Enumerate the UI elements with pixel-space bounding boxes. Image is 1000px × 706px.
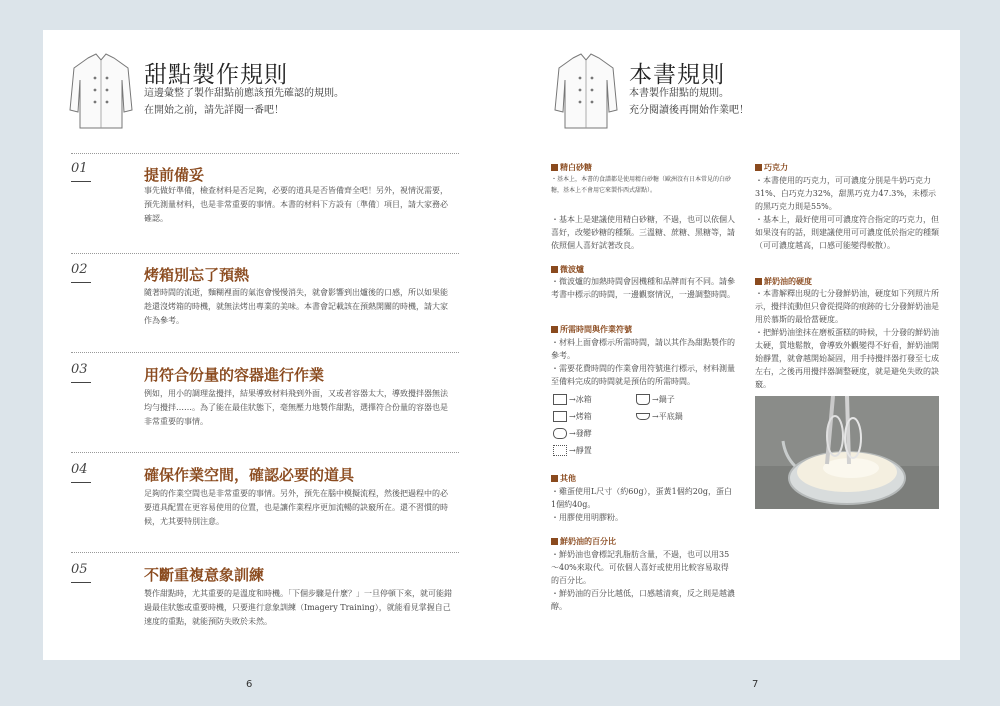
rule-body: ・材料上面會標示所需時間，請以其作為甜點製作的參考。 ・需要花費時間的作業會用符號進行標示，材料測量至備料完成的時間就是預估的所需時間。 (551, 338, 735, 386)
bottom-margin (0, 660, 1000, 706)
rule-heading (755, 162, 788, 173)
icon-legend-item (553, 411, 592, 422)
icon-legend-label: →發酵 (569, 429, 592, 438)
whipped-cream-photo (755, 396, 939, 509)
page-subtitle (144, 85, 344, 119)
rule-heading-text: 所需時間與作業符號 (560, 325, 632, 334)
left-margin (0, 0, 43, 706)
section-number: 03 (71, 362, 88, 377)
rule-heading (551, 536, 616, 547)
rule-heading-text: 微波爐 (560, 265, 584, 274)
subtitle-line: 在開始之前，請先詳閱一番吧！ (144, 105, 284, 116)
rule-heading (551, 264, 584, 275)
section-body: 事先做好準備，檢查材料是否足夠，必要的道具是否皆備齊全吧！另外，視情況需要，預先測量材料，也是非常重要的事情。本書的材料下方設有〔準備〕項目，請大家務必確認。 (144, 186, 448, 223)
icon-legend-item (553, 428, 592, 439)
rule-heading-text: 巧克力 (764, 163, 788, 172)
section-title: 烤箱別忘了預熱 (144, 266, 250, 284)
section-title: 不斷重複意象訓練 (144, 566, 265, 584)
bullet-square-icon (551, 164, 558, 171)
top-margin (0, 0, 1000, 30)
rest-icon (553, 445, 567, 456)
pan-icon (636, 413, 650, 420)
fridge-icon (553, 394, 567, 405)
icon-legend-label: →靜置 (569, 446, 592, 455)
oven-icon (553, 411, 567, 422)
rule-heading (551, 473, 576, 484)
rule-body: ・本書解釋出現的七分發鮮奶油，硬度如下列照片所示，攪拌流動但只會從提降的痕跡的七分發鮮奶油是用於慕斯的最恰當硬度。 ・把鮮奶油塗抹在磨板蛋糕的時候，十分發的鮮奶油太硬，質地鬆散，會導致外觀變得不好看，鮮奶油開始靜置，就會越開始凝固，用手持攪拌器打發至七成左右，之後再用攪拌器調整硬度，就是避免失敗的訣竅。 (755, 289, 939, 389)
section-divider (71, 452, 459, 453)
bullet-square-icon (551, 326, 558, 333)
pot-icon (636, 394, 650, 405)
icon-legend-label: →鍋子 (652, 395, 675, 404)
bullet-square-icon (551, 538, 558, 545)
bullet-square-icon (755, 278, 762, 285)
bullet-square-icon (755, 164, 762, 171)
rule-body: ・鮮奶油也會標記乳脂肪含量，不過，也可以用35～40%來取代。可依個人喜好或使用比較容易取得的百分比。 ・鮮奶油的百分比越低，口感越清爽，反之則是越濃醇。 (551, 550, 735, 611)
rule-body: ・本書使用的巧克力，可可濃度分別是牛奶巧克力31%、白巧克力32%，甜黑巧克力47.3%，未標示的黑巧克力則是55%。 ・基本上，最好使用可可濃度符合指定的巧克力，但如果沒有的話，則建議使用可可濃度低於指定的種類（可可濃度越高，口感可能變得較散）。 (755, 176, 939, 250)
section-number: 05 (71, 562, 88, 577)
section-title: 提前備妥 (144, 166, 205, 184)
section-body: 足夠的作業空間也是非常重要的事情。另外，預先在腦中模擬流程，然後把過程中的必要道具配置在更容易使用的位置，也是讓作業程序更加流暢的訣竅所在。還不習慣的時候，尤其要特別注意。 (144, 489, 448, 526)
section-number-underline (71, 282, 91, 283)
proofing-icon (553, 428, 567, 439)
section-title: 確保作業空間，確認必要的道具 (144, 466, 355, 484)
icon-legend-label: →烤箱 (569, 412, 592, 421)
rule-heading-text: 其他 (560, 474, 576, 483)
rule-heading (755, 276, 812, 287)
page-title: 甜點製作規則 (144, 62, 288, 88)
icon-legend-item (636, 411, 683, 422)
section-divider (71, 352, 459, 353)
chef-jacket-icon (553, 50, 619, 132)
rule-heading (551, 324, 632, 335)
page-number: 7 (752, 679, 759, 690)
icon-legend-item (553, 394, 592, 405)
section-number: 01 (71, 161, 88, 176)
rule-body: ・雞蛋使用L尺寸（約60g），蛋黃1個約20g，蛋白1個約40g。 ・用膠使用明膠粉。 (551, 487, 733, 522)
subtitle-line: 本書製作甜點的規則。 (629, 88, 729, 99)
icon-legend-label: →冰箱 (569, 395, 592, 404)
page-subtitle (629, 85, 749, 119)
subtitle-line: 這邊彙整了製作甜點前應該預先確認的規則。 (144, 88, 344, 99)
rule-body: ・基本上，本書的食譜都是使用精白砂糖（歐洲沒有日本常見的白砂糖，基本上不會用它來製作西式甜點）。 (551, 176, 732, 194)
section-number-underline (71, 482, 91, 483)
rule-body: ・微波爐的加熱時間會因機種和品牌而有不同。請參考書中標示的時間，一邊觀察情況，一邊調整時間。 (551, 277, 735, 299)
section-divider (71, 552, 459, 553)
section-body: 隨著時間的流逝，麵糊裡面的氣泡會慢慢消失，就會影響到出爐後的口感，所以如果能趁還沒烤箱的時機，就無法烤出專業的美味。本書會記載該在預熱開關的時機，請大家作為參考。 (144, 288, 448, 325)
icon-legend-item (553, 445, 592, 456)
section-divider (71, 153, 459, 154)
rule-heading (551, 162, 592, 173)
rule-heading-text: 鮮奶油的百分比 (560, 537, 616, 546)
section-divider (71, 253, 459, 254)
section-number-underline (71, 181, 91, 182)
section-number: 02 (71, 262, 88, 277)
section-number-underline (71, 382, 91, 383)
rule-body: ・基本上是建議使用精白砂糖，不過，也可以依個人喜好，改變砂糖的種類。三溫糖、蔗糖、黑糖等，請依照個人喜好試著改良。 (551, 215, 735, 250)
bullet-square-icon (551, 266, 558, 273)
icon-legend-label: →平底鍋 (652, 412, 683, 421)
page-title: 本書規則 (629, 62, 725, 88)
section-body: 製作甜點時，尤其重要的是溫度和時機。「下個步驟是什麼？」一旦停頓下來，就可能錯過最佳狀態或重要時機，只要進行意象訓練（Imagery Training），就能看見掌握自己速度的重點，就能預防失敗於未然。 (144, 589, 452, 626)
rule-heading-text: 精白砂糖 (560, 163, 592, 172)
chef-jacket-icon (68, 50, 134, 132)
icon-legend-item (636, 394, 675, 405)
section-number: 04 (71, 462, 88, 477)
subtitle-line: 充分閱讀後再開始作業吧！ (629, 105, 749, 116)
rule-heading-text: 鮮奶油的硬度 (764, 277, 812, 286)
section-number-underline (71, 582, 91, 583)
right-margin (960, 0, 1000, 706)
bullet-square-icon (551, 475, 558, 482)
page-number: 6 (246, 679, 253, 690)
section-title: 用符合份量的容器進行作業 (144, 366, 325, 384)
section-body: 例如，用小的調理盆攪拌，結果導致材料飛到外面，又或者容器太大，導致攪拌器無法均勻攪拌……。為了能在最佳狀態下，毫無壓力地製作甜點，選擇符合份量的容器也是非常重要的事情。 (144, 389, 448, 426)
